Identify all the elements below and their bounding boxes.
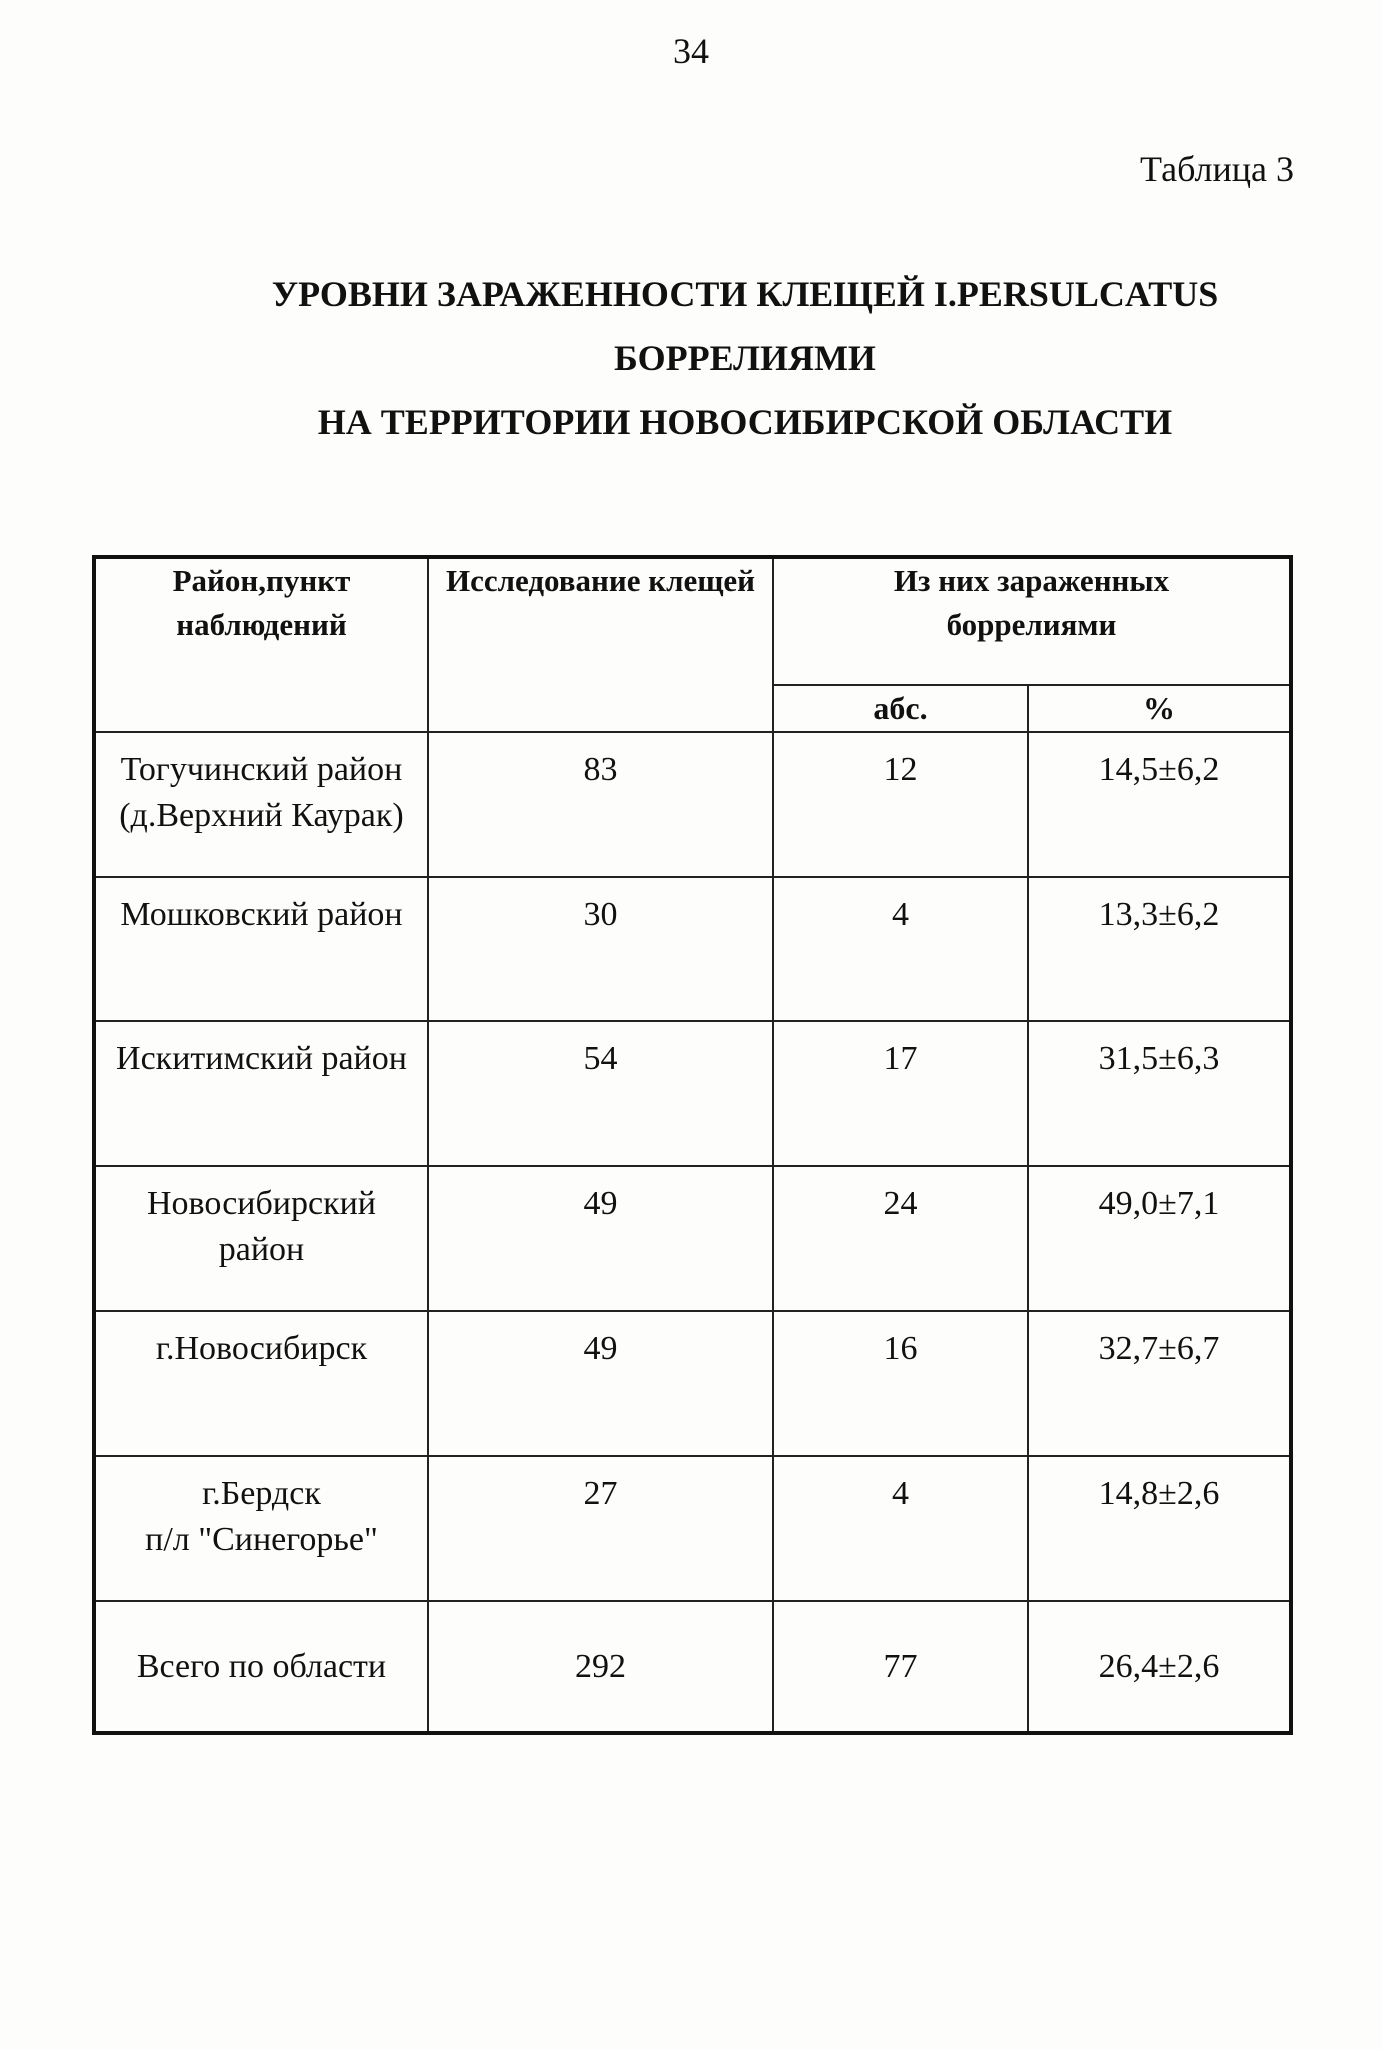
cell-abs: 4: [773, 1456, 1028, 1601]
table-row: [94, 732, 1291, 877]
table-row: [94, 877, 1291, 1022]
cell-region: [94, 1311, 428, 1456]
cell-percent: 14,8±2,6: [1028, 1456, 1291, 1601]
header-studied: Исследование клещей: [428, 557, 773, 732]
cell-abs: 12: [773, 732, 1028, 877]
cell-studied: 49: [428, 1311, 773, 1456]
infection-table: [92, 555, 1293, 1735]
table-row: [94, 1311, 1291, 1456]
region-line-1: Тогучинский район: [120, 750, 403, 788]
cell-abs: 4: [773, 877, 1028, 1022]
region-line-2: район: [218, 1231, 305, 1269]
region-line-1: г.Бердск: [202, 1475, 321, 1513]
cell-abs: 17: [773, 1021, 1028, 1166]
total-abs: 77: [773, 1601, 1028, 1733]
total-percent: 26,4±2,6: [1028, 1601, 1291, 1733]
cell-studied: 83: [428, 732, 773, 877]
table-row: [94, 1021, 1291, 1166]
title-line-2: БОРРЕЛИЯМИ: [614, 338, 876, 378]
header-row: [94, 557, 1291, 685]
header-region: [94, 557, 428, 732]
cell-studied: 49: [428, 1166, 773, 1311]
cell-percent: 31,5±6,3: [1028, 1021, 1291, 1166]
region-line-1: Новосибирский: [146, 1185, 376, 1223]
header-infected-line-1: Из них зараженных: [893, 563, 1170, 598]
cell-region: [94, 1456, 428, 1601]
header-percent: %: [1028, 685, 1291, 732]
table-row: [94, 1456, 1291, 1601]
total-row: [94, 1601, 1291, 1733]
cell-region: [94, 1166, 428, 1311]
cell-studied: 27: [428, 1456, 773, 1601]
cell-percent: 13,3±6,2: [1028, 877, 1291, 1022]
region-line-2: (д.Верхний Каурак): [119, 796, 404, 834]
total-studied: 292: [428, 1601, 773, 1733]
cell-percent: 32,7±6,7: [1028, 1311, 1291, 1456]
cell-studied: 54: [428, 1021, 773, 1166]
cell-abs: 16: [773, 1311, 1028, 1456]
cell-region: [94, 877, 428, 1022]
table-title: [0, 262, 1382, 454]
header-region-line-2: наблюдений: [176, 607, 347, 642]
region-line-1: г.Новосибирск: [155, 1330, 368, 1368]
header-infected: [773, 557, 1291, 685]
cell-abs: 24: [773, 1166, 1028, 1311]
region-line-1: Искитимский район: [116, 1040, 407, 1078]
region-line-1: Мошковский район: [120, 895, 403, 933]
page-number: 34: [673, 31, 709, 71]
region-line-2: п/л "Синегорье": [145, 1521, 378, 1559]
cell-region: [94, 732, 428, 877]
table-row: [94, 1166, 1291, 1311]
cell-percent: 49,0±7,1: [1028, 1166, 1291, 1311]
header-region-line-1: Район,пункт: [172, 563, 351, 598]
header-infected-line-2: боррелиями: [946, 607, 1117, 642]
title-line-3: НА ТЕРРИТОРИИ НОВОСИБИРСКОЙ ОБЛАСТИ: [317, 402, 1173, 442]
cell-percent: 14,5±6,2: [1028, 732, 1291, 877]
title-line-1: УРОВНИ ЗАРАЖЕННОСТИ КЛЕЩЕЙ I.PERSULCATUS: [271, 274, 1219, 314]
header-abs: абс.: [773, 685, 1028, 732]
cell-region: [94, 1021, 428, 1166]
total-region: Всего по области: [94, 1601, 428, 1733]
cell-studied: 30: [428, 877, 773, 1022]
table-label: Таблица 3: [1140, 149, 1294, 189]
